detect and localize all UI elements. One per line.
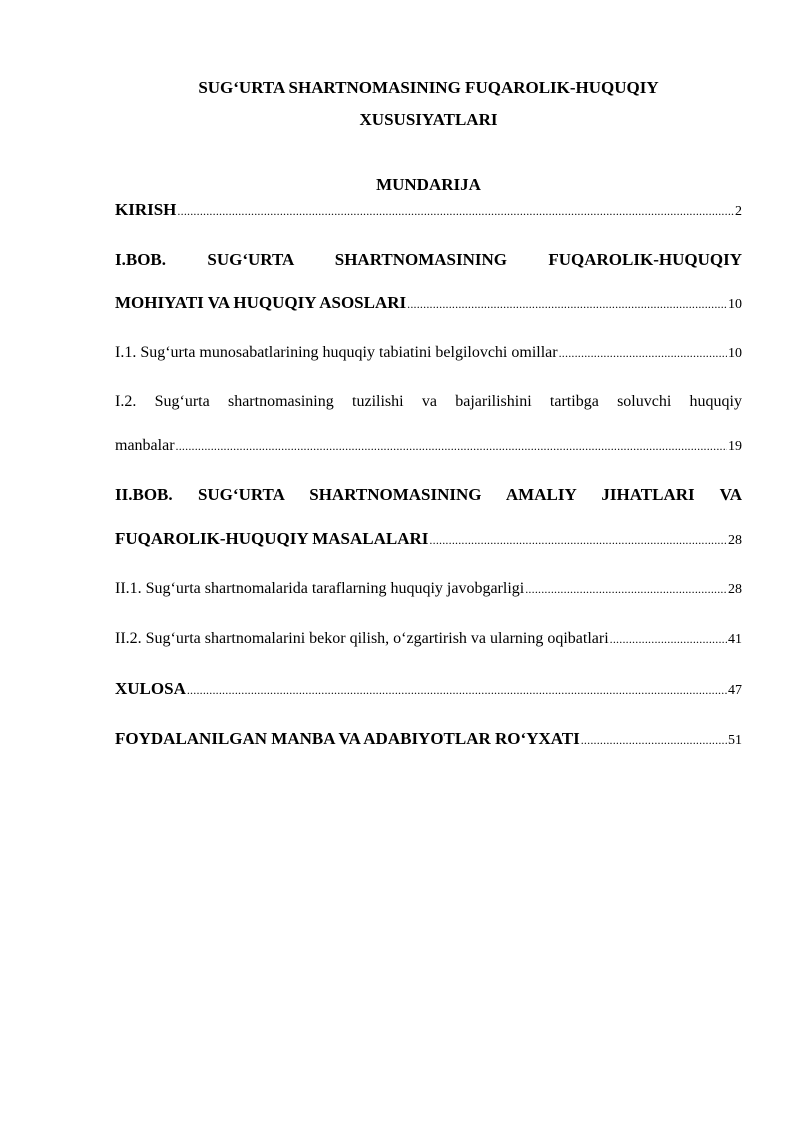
toc-page-number: 41	[728, 632, 742, 647]
toc-leader-dots	[407, 294, 727, 314]
toc-leader-dots	[429, 530, 727, 550]
toc-entry-conclusion[interactable]	[115, 679, 742, 701]
toc-entry-label-line2: FUQAROLIK-HUQUQIY MASALALARI	[115, 529, 429, 548]
toc-entry-label: XULOSA	[115, 679, 186, 698]
toc-leader-dots	[177, 201, 734, 221]
toc-entry-references[interactable]	[115, 729, 742, 751]
toc-page-number: 28	[728, 582, 742, 597]
toc-leader-dots	[581, 730, 727, 750]
toc-entry-section-1-1[interactable]	[115, 343, 742, 364]
document-title-line1: SUG‘URTA SHARTNOMASINING FUQAROLIK-HUQUQIY	[198, 78, 659, 97]
toc-entry-chapter-1[interactable]	[115, 250, 742, 315]
toc-entry-label-line1: II.BOB. SUG‘URTA SHARTNOMASINING AMALIY JIHATLARI VA	[115, 485, 742, 504]
toc-page-number: 2	[735, 204, 742, 219]
toc-entry-label: I.1. Sug‘urta munosabatlarining huquqiy tabiatini belgilovchi omillar	[115, 344, 558, 361]
toc-page-number: 10	[728, 346, 742, 361]
document-title-line2: XUSUSIYATLARI	[359, 110, 498, 129]
toc-page-number: 19	[728, 439, 742, 454]
toc-entry-label: II.2. Sug‘urta shartnomalarini bekor qilish, o‘zgartirish va ularning oqibatlari	[115, 630, 609, 647]
toc-leader-dots	[187, 680, 727, 700]
toc-entry-section-2-1[interactable]	[115, 579, 742, 600]
toc-entry-chapter-2[interactable]	[115, 485, 742, 551]
toc-entry-label-line2: MOHIYATI VA HUQUQIY ASOSLARI	[115, 293, 407, 312]
toc-leader-dots	[176, 436, 727, 456]
toc-page-number: 28	[728, 533, 742, 548]
toc-entry-kirish[interactable]	[115, 200, 742, 222]
toc-entry-label-line1: I.2. Sug‘urta shartnomasining tuzilishi va bajarilishini tartibga soluvchi huquqiy	[115, 393, 742, 410]
toc-entry-label: FOYDALANILGAN MANBA VA ADABIYOTLAR RO‘YXATI	[115, 729, 580, 748]
toc-leader-dots	[610, 629, 727, 649]
toc-entry-label: KIRISH	[115, 200, 177, 219]
toc-page-number: 51	[728, 733, 742, 748]
toc-leader-dots	[559, 343, 727, 363]
toc-entry-label: II.1. Sug‘urta shartnomalarida taraflarning huquqiy javobgarligi	[115, 580, 525, 597]
toc-page-number: 47	[728, 683, 742, 698]
toc-entry-section-2-2[interactable]	[115, 629, 742, 650]
toc-leader-dots	[525, 579, 727, 599]
toc-entry-section-1-2[interactable]	[115, 392, 742, 457]
toc-heading: MUNDARIJA	[376, 175, 481, 194]
toc-entry-label-line1: I.BOB. SUG‘URTA SHARTNOMASINING FUQAROLIK-HUQUQIY	[115, 250, 742, 269]
toc-entry-label-line2: manbalar	[115, 437, 175, 454]
toc-page-number: 10	[728, 297, 742, 312]
